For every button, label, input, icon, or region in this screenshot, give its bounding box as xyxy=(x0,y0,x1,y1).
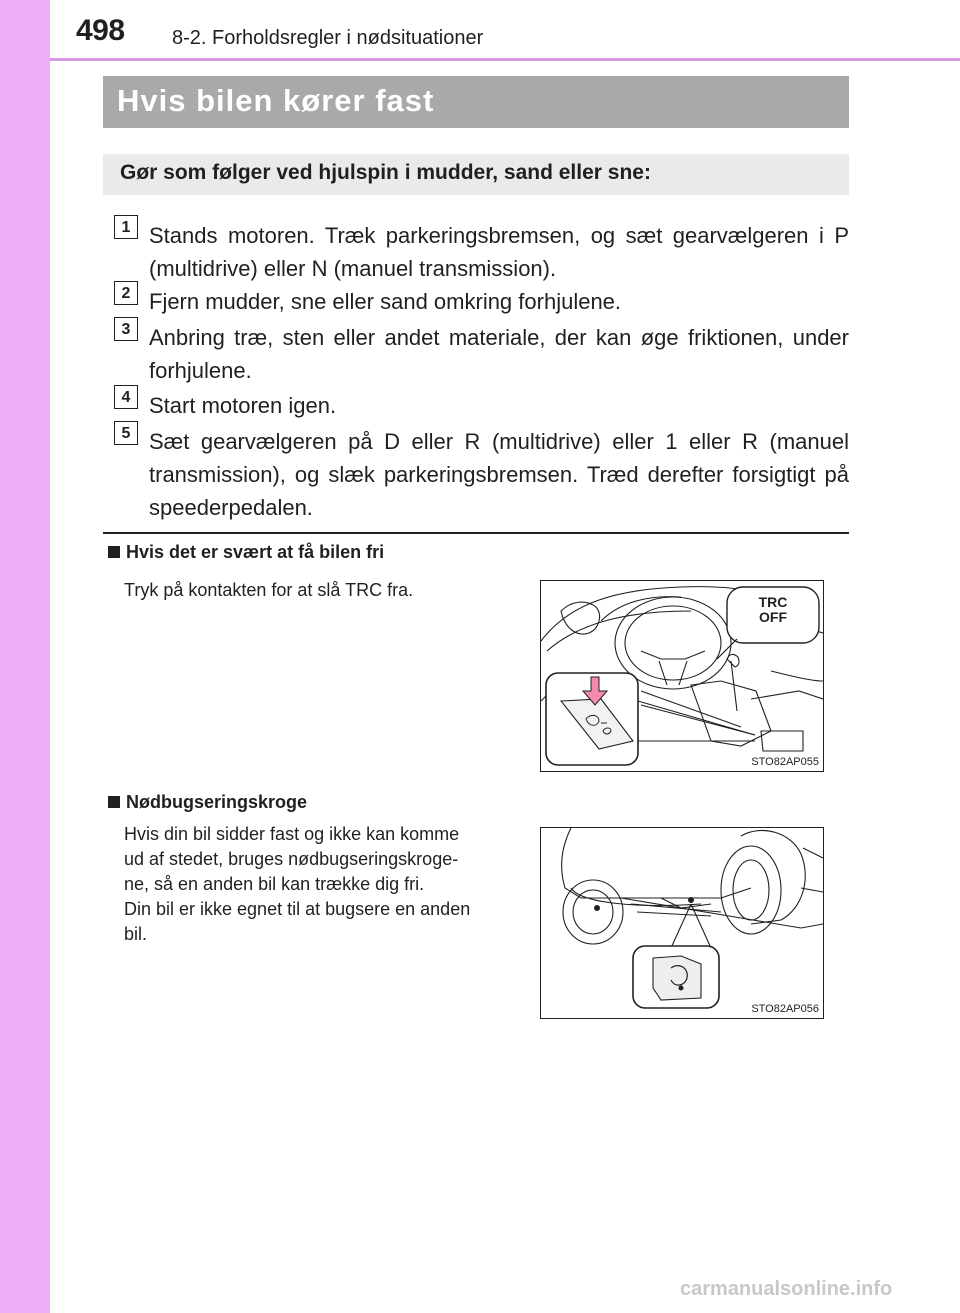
step-text: Fjern mudder, sne eller sand omkring forhjulene. xyxy=(149,289,622,314)
section-heading-trc xyxy=(108,542,384,563)
step-text: Start motoren igen. xyxy=(149,393,337,418)
step-number: 3 xyxy=(114,317,138,341)
text-line: ne, så en anden bil kan trække dig fri. xyxy=(124,874,425,894)
figure-code: STO82AP055 xyxy=(751,756,819,768)
step-text: Stands motoren. Træk parkeringsbremsen, og sæt gearvælgeren i P (multidrive) eller N (manuel transmission). xyxy=(149,223,849,281)
step-2 xyxy=(114,281,849,314)
step-text: Sæt gearvælgeren på D eller R (multidrive) eller 1 eller R (manuel transmission), og slæk parkeringsbremsen. Træd derefter forsigtigt på speederpedalen. xyxy=(149,429,849,520)
header-rule xyxy=(50,58,960,61)
side-strip xyxy=(0,0,50,1313)
title-bar xyxy=(103,76,849,128)
section-heading-text: Hvis det er svært at få bilen fri xyxy=(126,542,385,562)
step-number: 1 xyxy=(114,215,138,239)
figure-trc-off xyxy=(540,580,824,772)
text-line: bil. xyxy=(124,924,148,944)
text-line: ud af stedet, bruges nødbugseringskroge- xyxy=(124,849,459,869)
section-label: 8-2. Forholdsregler i nødsituationer xyxy=(172,27,484,49)
subtitle-bar xyxy=(103,154,849,195)
step-text: Anbring træ, sten eller andet materiale, der kan øge friktionen, under forhjulene. xyxy=(149,325,849,383)
watermark: carmanualsonline.info xyxy=(680,1278,893,1300)
step-number: 2 xyxy=(114,281,138,305)
step-4 xyxy=(114,385,849,418)
page-title: Hvis bilen kører fast xyxy=(117,83,435,118)
section-heading-towing xyxy=(108,792,307,813)
step-number: 5 xyxy=(114,421,138,445)
section-divider xyxy=(103,532,849,534)
text-line: Hvis din bil sidder fast og ikke kan komme xyxy=(124,824,460,844)
step-number: 4 xyxy=(114,385,138,409)
section-heading-text: Nødbugseringskroge xyxy=(126,792,308,812)
page-number: 498 xyxy=(76,14,125,47)
callout-line-1: TRC xyxy=(758,594,788,610)
bullet-square-icon xyxy=(108,546,120,558)
section-text-towing xyxy=(124,822,470,947)
callout-line-2: OFF xyxy=(759,609,787,625)
step-3 xyxy=(114,317,849,383)
text-line: Din bil er ikke egnet til at bugsere en anden xyxy=(124,899,471,919)
step-1 xyxy=(114,215,849,281)
figure-towing-hook xyxy=(540,827,824,1019)
section-text-trc: Tryk på kontakten for at slå TRC fra. xyxy=(124,580,414,600)
underbody-illustration xyxy=(541,828,823,1018)
bullet-square-icon xyxy=(108,796,120,808)
figure-code: STO82AP056 xyxy=(751,1003,819,1015)
step-5 xyxy=(114,421,849,520)
subtitle: Gør som følger ved hjulspin i mudder, sand eller sne: xyxy=(120,161,651,184)
